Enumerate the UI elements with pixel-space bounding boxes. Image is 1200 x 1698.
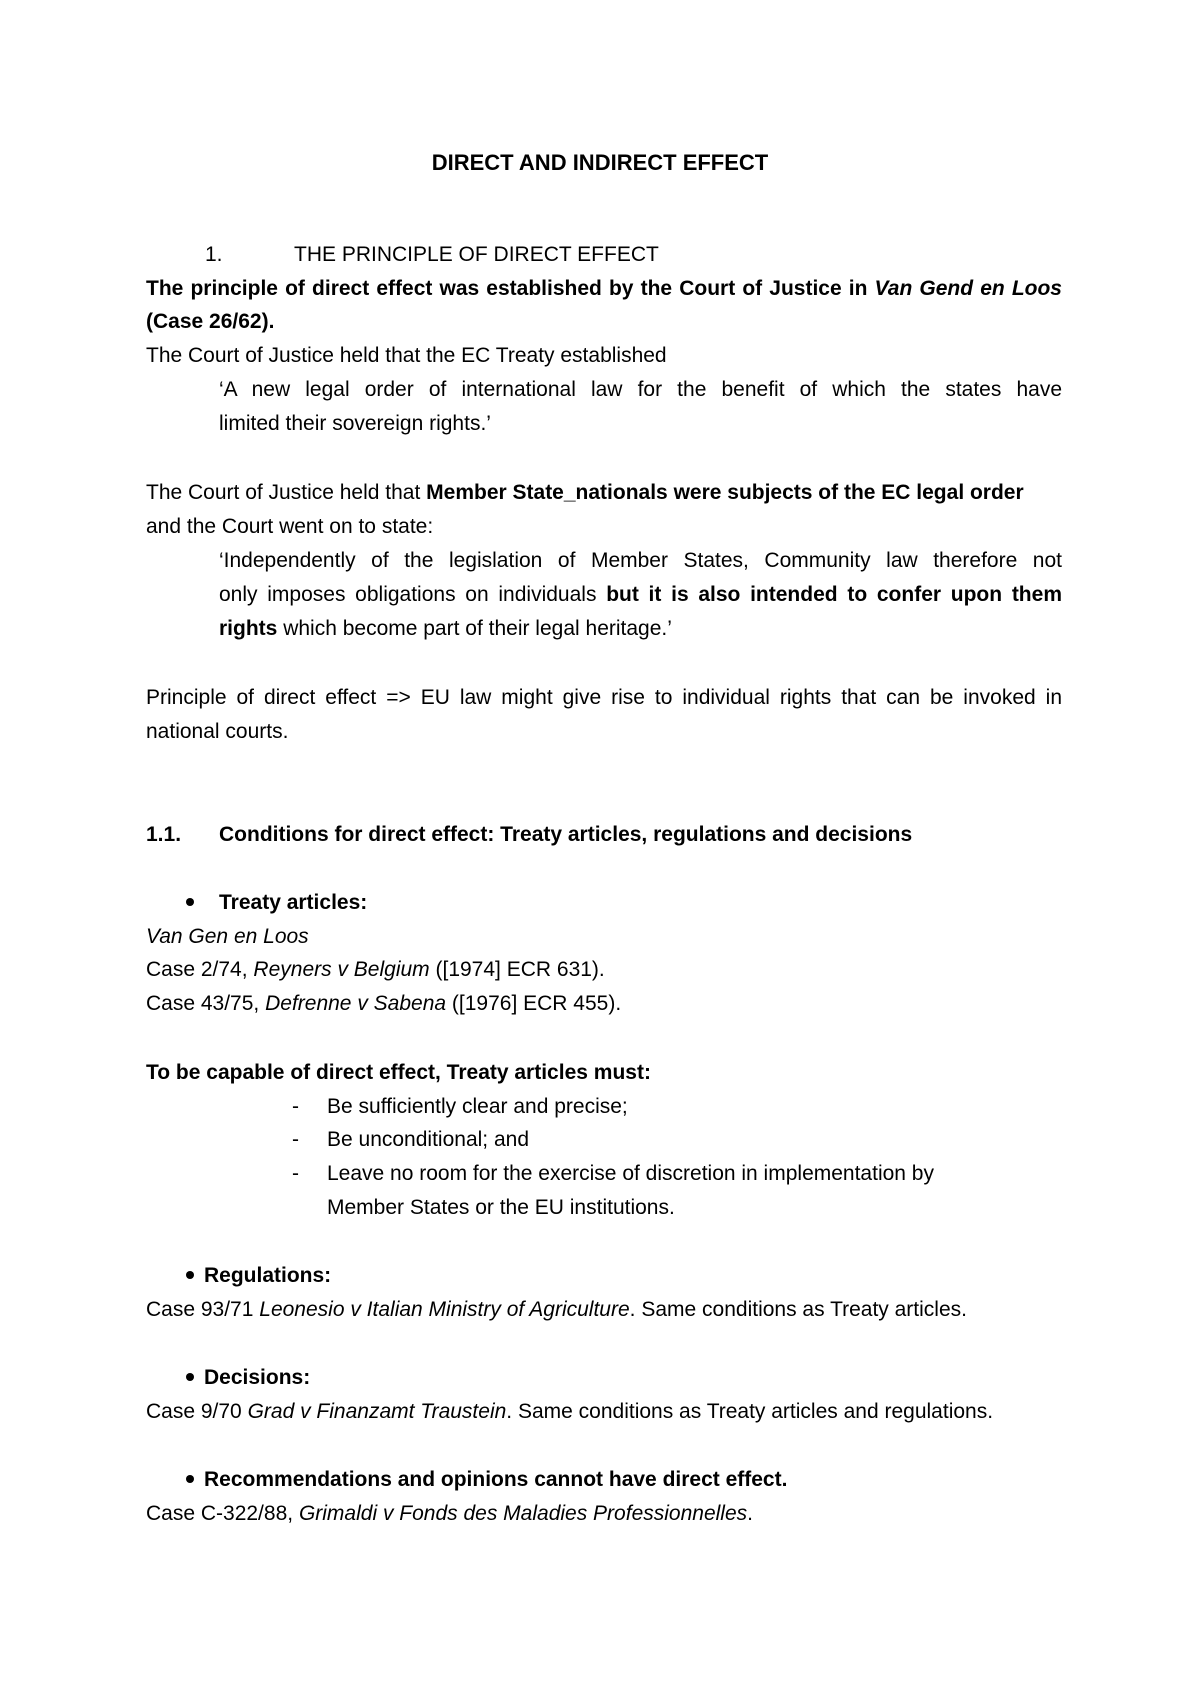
regulations-case [146,1295,967,1325]
case-van-gen-en-loos: Van Gen en Loos [146,925,309,948]
section-1-number: 1. [205,243,223,266]
paragraph-2: The Court of Justice held that the EC Treaty established [146,344,667,367]
paragraph-3-line1 [146,478,1024,508]
quote-1-line1: ‘A new legal order of international law for the benefit of which the states have [219,378,1062,401]
quote-2-line2 [219,580,1062,610]
decisions-label: Decisions: [204,1366,311,1389]
case-reyners-citation: ([1974] ECR 631). [435,958,605,981]
recommendations-case-name: Grimaldi v Fonds des Maladies Professionnelles [298,1502,748,1525]
quote-2-text-end: which become part of their legal heritage.’ [283,617,672,640]
bullet-icon [186,1373,194,1381]
regulations-case-number: Case 93/71 [146,1298,254,1321]
regulations-case-note: . Same conditions as Treaty articles. [629,1298,967,1321]
section-1-heading: THE PRINCIPLE OF DIRECT EFFECT [294,243,659,266]
quote-2-line1: ‘Independently of the legislation of Member States, Community law therefore not [219,549,1062,572]
section-1-1-number: 1.1. [146,823,182,846]
regulations-case-name: Leonesio v Italian Ministry of Agriculture [259,1298,630,1321]
dash-icon: - [292,1128,299,1151]
paragraph-3-line2: and the Court went on to state: [146,515,434,538]
case-reyners-name: Reyners v Belgium [253,958,430,981]
paragraph-1-line1 [146,274,1062,304]
dash-icon: - [292,1162,299,1185]
quote-1-line2: limited their sovereign rights.’ [219,412,491,435]
condition-item: Be unconditional; and [327,1128,529,1151]
condition-item: Leave no room for the exercise of discretion in implementation by [327,1162,934,1185]
quote-2-bold-rights: rights [219,617,278,640]
recommendations-label: Recommendations and opinions cannot have direct effect. [204,1468,788,1491]
case-reyners-number: Case 2/74, [146,958,248,981]
case-defrenne [146,989,621,1019]
condition-item-continued: Member States or the EU institutions. [327,1196,675,1219]
paragraph-3-text: The Court of Justice held that [146,481,421,504]
decisions-case-note: . Same conditions as Treaty articles and regulations. [506,1400,994,1423]
condition-item: Be sufficiently clear and precise; [327,1095,628,1118]
quote-2-text: only imposes obligations on individuals [219,583,597,606]
treaty-articles-label: Treaty articles: [219,891,368,914]
case-defrenne-number: Case 43/75, [146,992,260,1015]
dash-icon: - [292,1095,299,1118]
recommendations-case-number: Case C-322/88, [146,1502,294,1525]
document-title: DIRECT AND INDIRECT EFFECT [431,150,769,175]
paragraph-1-text: The principle of direct effect was established by the Court of Justice in [146,277,868,300]
decisions-case [146,1397,993,1427]
recommendations-case-end: . [747,1502,753,1525]
decisions-case-number: Case 9/70 [146,1400,242,1423]
quote-2-bold: but it is also intended to confer upon them [606,583,1062,606]
case-reyners [146,955,605,985]
bullet-icon [186,898,194,906]
case-defrenne-name: Defrenne v Sabena [265,992,447,1015]
paragraph-4-line1: Principle of direct effect => EU law might give rise to individual rights that can be invoked in [146,686,1062,709]
bullet-icon [186,1475,194,1483]
paragraph-4-line2: national courts. [146,720,289,743]
paragraph-3-bold: Member State_nationals were subjects of the EC legal order [426,481,1024,504]
bullet-icon [186,1271,194,1279]
paragraph-1-line2: (Case 26/62). [146,310,275,333]
case-van-gend-en-loos: Van Gend en Loos [874,277,1062,300]
decisions-case-name: Grad v Finanzamt Traustein [247,1400,507,1423]
recommendations-case [146,1499,753,1529]
quote-2-line3 [219,614,672,644]
capable-heading: To be capable of direct effect, Treaty articles must: [146,1061,651,1084]
regulations-label: Regulations: [204,1264,332,1287]
case-defrenne-citation: ([1976] ECR 455). [451,992,622,1015]
section-1-1-heading: Conditions for direct effect: Treaty articles, regulations and decisions [219,823,913,846]
